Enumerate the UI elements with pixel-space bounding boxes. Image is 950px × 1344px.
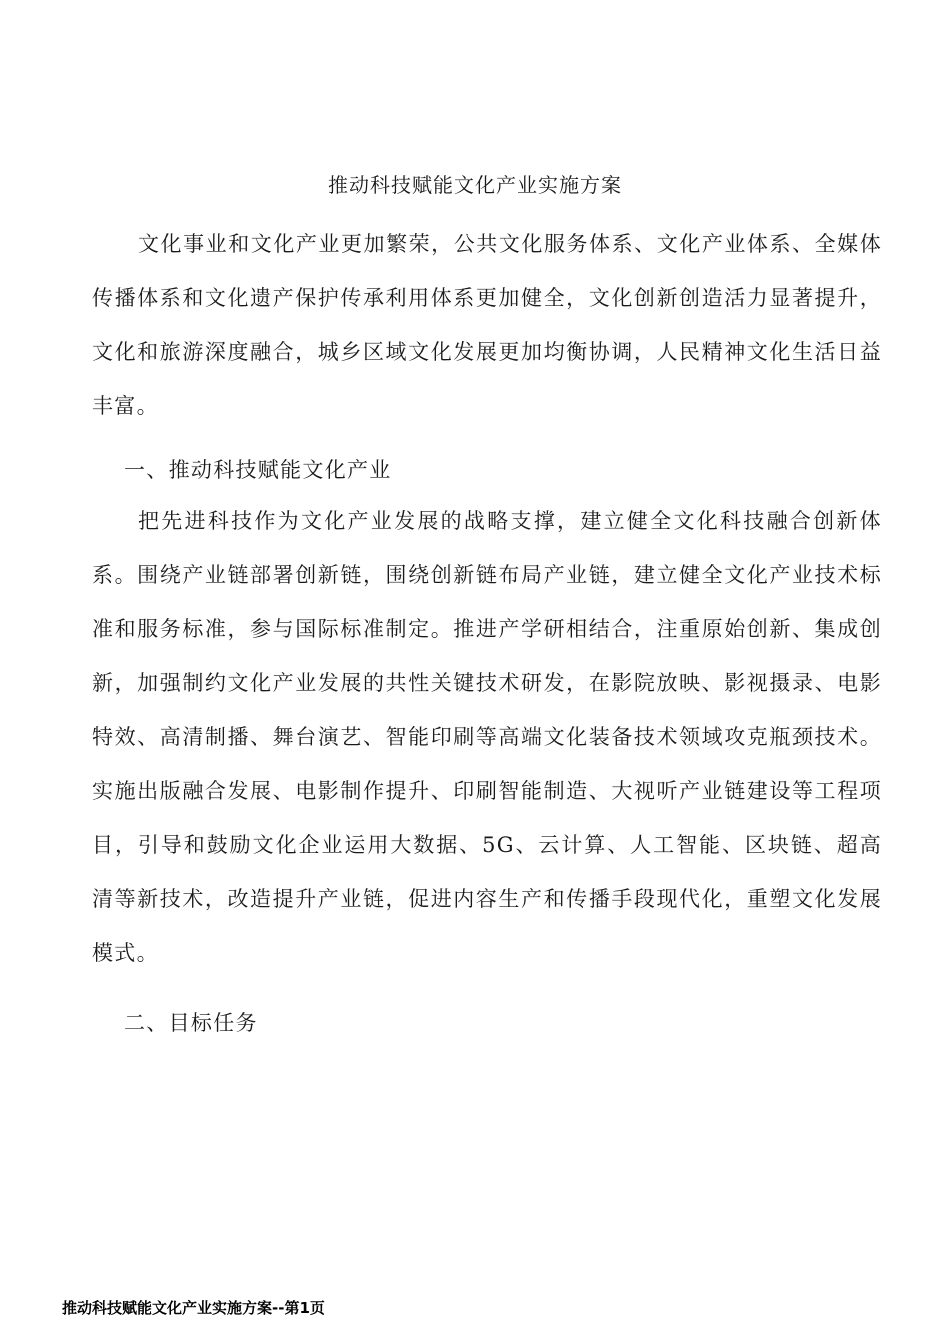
section-2-heading: 二、目标任务 — [124, 1011, 258, 1035]
document-title: 推动科技赋能文化产业实施方案 — [328, 173, 622, 197]
page-footer: 推动科技赋能文化产业实施方案--第1页 — [62, 1299, 325, 1317]
section-1-paragraph: 把先进科技作为文化产业发展的战略支撑，建立健全文化科技融合创新体系。围绕产业链部署创新链，围绕创新链布局产业链，建立健全文化产业技术标准和服务标准，参与国际标准制定。推进产学研相结合，注重原始创新、集成创新，加强制约文化产业发展的共性关键技术研发，在影院放映、影视摄录、电影特效、高清制播、舞台演艺、智能印刷等高端文化装备技术领域攻克瓶颈技术。实施出版融合发展、电影制作提升、印刷智能制造、大视听产业链建设等工程项目，引导和鼓励文化企业运用大数据、5G、云计算、人工智能、区块链、超高清等新技术，改造提升产业链，促进内容生产和传播手段现代化，重塑文化发展模式。 — [92, 509, 882, 965]
section-1-heading: 一、推动科技赋能文化产业 — [124, 458, 392, 482]
intro-paragraph: 文化事业和文化产业更加繁荣，公共文化服务体系、文化产业体系、全媒体传播体系和文化遗产保护传承利用体系更加健全，文化创新创造活力显著提升，文化和旅游深度融合，城乡区域文化发展更加均衡协调，人民精神文化生活日益丰富。 — [92, 232, 882, 418]
